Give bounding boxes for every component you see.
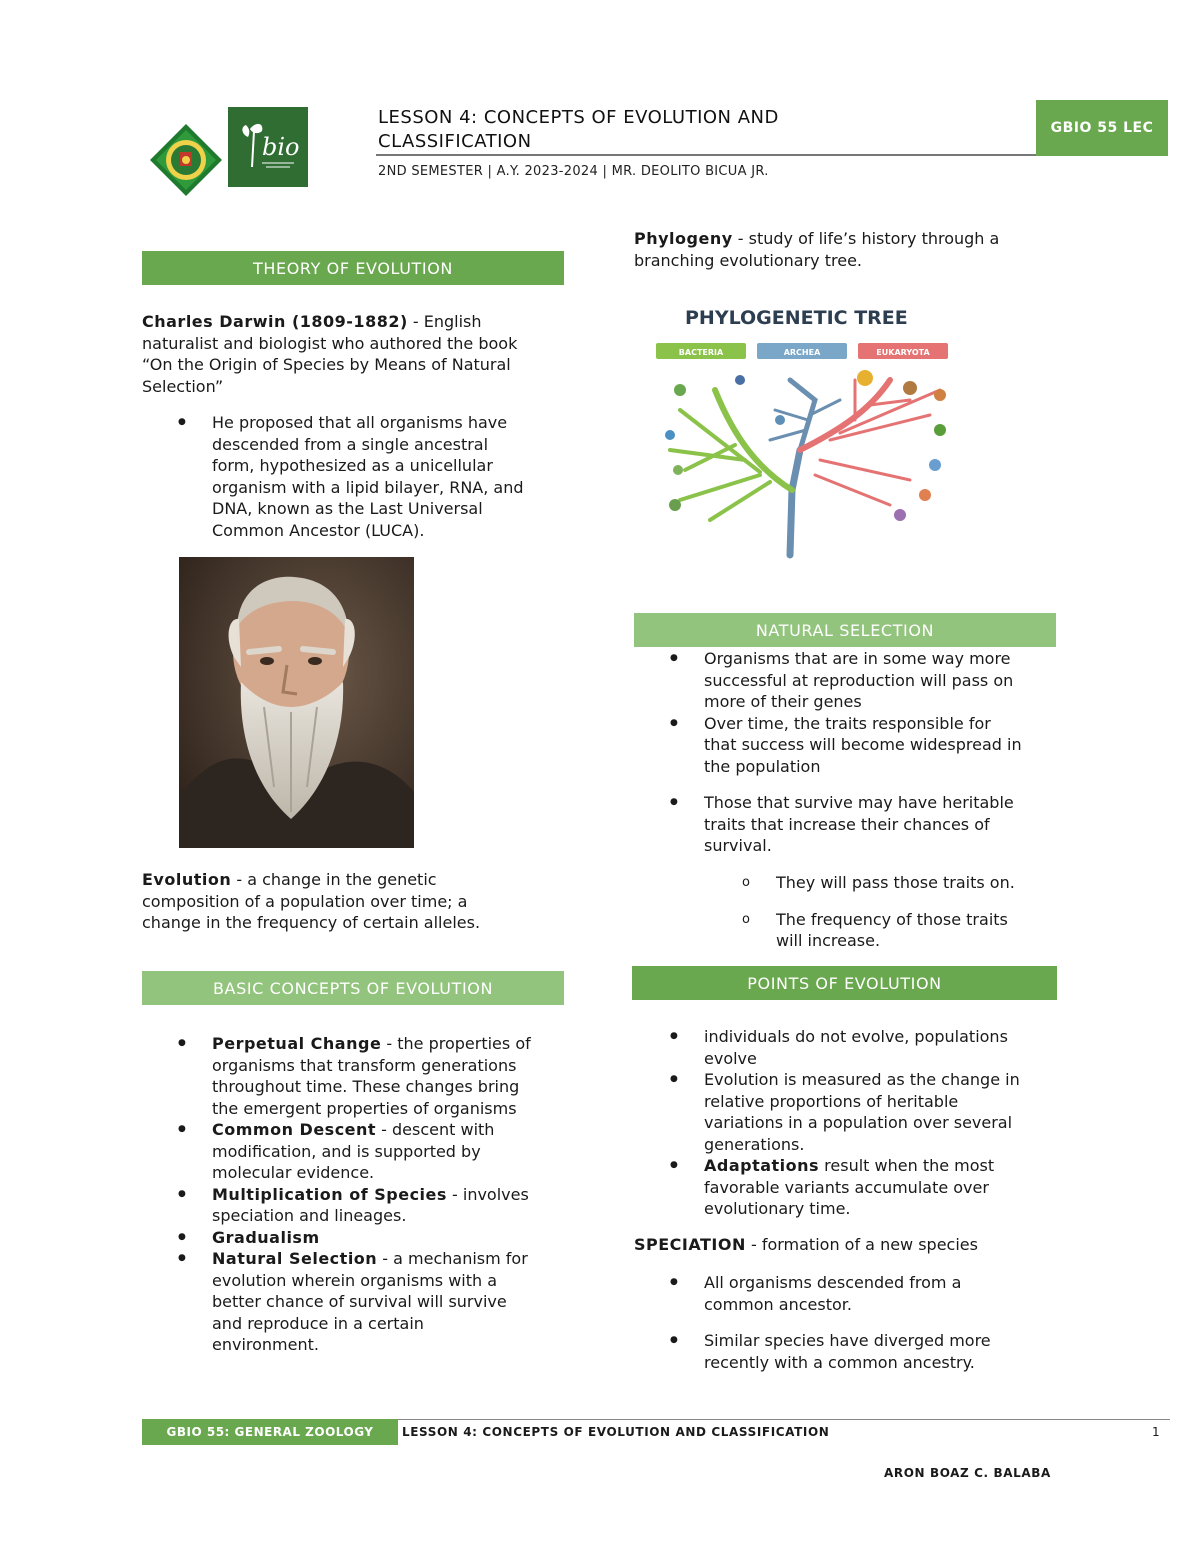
section-heading-basic-concepts: BASIC CONCEPTS OF EVOLUTION bbox=[142, 971, 564, 1005]
text-line: ● Similar species have diverged more bbox=[704, 1331, 991, 1350]
text-line: result when the most bbox=[819, 1156, 995, 1175]
text-line: - the properties of bbox=[381, 1034, 531, 1053]
text-line: generations. bbox=[704, 1134, 805, 1154]
natural-selection-list bbox=[634, 648, 1064, 777]
darwin-portrait-image bbox=[179, 557, 414, 848]
text-line: evolution wherein organisms with a bbox=[212, 1270, 498, 1290]
footer-author: ARON BOAZ C. BALABA bbox=[884, 1466, 1051, 1480]
text-line: environment. bbox=[212, 1335, 319, 1354]
text-line: - descent with bbox=[376, 1120, 495, 1139]
text-line: and reproduce in a certain bbox=[212, 1313, 424, 1333]
text-line: change in the frequency of certain alleles. bbox=[142, 913, 481, 932]
text-line: speciation and lineages. bbox=[212, 1206, 407, 1225]
list-item bbox=[634, 792, 1064, 857]
concept-term: Multiplication of Species bbox=[212, 1184, 447, 1204]
text-line: descended from a single ancestral bbox=[212, 434, 489, 454]
sub-list-item bbox=[634, 872, 1064, 894]
natural-selection-list-2 bbox=[634, 792, 1064, 857]
text-line: common ancestor. bbox=[704, 1294, 852, 1314]
concept-term: Perpetual Change bbox=[212, 1034, 382, 1053]
text-line: successful at reproduction will pass on bbox=[704, 670, 1014, 690]
page-title bbox=[378, 106, 1018, 154]
page-subtitle: 2ND SEMESTER | A.Y. 2023-2024 | MR. DEOLITO BICUA JR. bbox=[378, 164, 769, 179]
concept-term: Gradualism bbox=[212, 1227, 320, 1247]
tree-domain-eukaryota-label: EUKARYOTA bbox=[876, 348, 930, 357]
text-line: o The frequency of those traits bbox=[776, 909, 1008, 929]
list-item bbox=[634, 648, 1064, 713]
text-line: ● Evolution is measured as the change in bbox=[704, 1070, 1020, 1089]
darwin-desc-2: naturalist and biologist who authored the book bbox=[142, 333, 518, 353]
tree-domain-bacteria-label: BACTERIA bbox=[678, 348, 724, 357]
text-line: more of their genes bbox=[704, 692, 862, 711]
text-line: evolve bbox=[704, 1048, 757, 1068]
text-line: organisms that transform generations bbox=[212, 1055, 517, 1075]
text-line: - a change in the genetic bbox=[231, 870, 437, 889]
darwin-desc-3: “On the Origin of Species by Means of Natural bbox=[142, 355, 511, 374]
speciation-list bbox=[634, 1272, 1064, 1373]
text-line: - formation of a new species bbox=[745, 1235, 978, 1254]
list-item bbox=[142, 1119, 572, 1184]
section-heading-natural-selection: NATURAL SELECTION bbox=[634, 613, 1056, 647]
list-item bbox=[634, 1330, 1064, 1373]
text-line: organism with a lipid bilayer, RNA, and bbox=[212, 477, 524, 497]
text-line: recently with a common ancestry. bbox=[704, 1352, 975, 1372]
list-item bbox=[142, 412, 572, 541]
list-item bbox=[634, 1155, 1064, 1220]
course-badge: GBIO 55 LEC bbox=[1036, 100, 1168, 156]
text-line: that success will become widespread in bbox=[704, 735, 1022, 754]
text-line: - study of life’s history through a bbox=[732, 229, 1000, 248]
text-line: ● He proposed that all organisms have bbox=[212, 413, 508, 432]
text-line: modification, and is supported by bbox=[212, 1141, 481, 1161]
darwin-name: Charles Darwin (1809-1882) bbox=[142, 312, 408, 331]
point-term: Adaptations bbox=[704, 1156, 820, 1175]
bio-logo-text: bio bbox=[262, 133, 300, 161]
basic-concepts-list bbox=[142, 1033, 572, 1356]
text-line: branching evolutionary tree. bbox=[634, 250, 862, 270]
text-line: relative proportions of heritable bbox=[704, 1091, 959, 1111]
text-line: Common Ancestor (LUCA). bbox=[212, 520, 425, 540]
phylogeny-definition bbox=[634, 228, 1064, 271]
list-item bbox=[142, 1033, 572, 1119]
sub-list-item bbox=[634, 909, 1064, 952]
page-title-line-1: LESSON 4: CONCEPTS OF EVOLUTION AND bbox=[378, 107, 779, 128]
text-line: the population bbox=[704, 756, 821, 776]
concept-term: Common Descent bbox=[212, 1120, 377, 1139]
page-number: 1 bbox=[1152, 1425, 1160, 1439]
tree-domain-archea-label: ARCHEA bbox=[783, 348, 821, 357]
list-item bbox=[634, 1026, 1064, 1069]
darwin-bullet-list bbox=[142, 412, 572, 541]
text-line: ● All organisms descended from a bbox=[704, 1273, 962, 1292]
darwin-desc-1: - English bbox=[407, 312, 482, 331]
speciation-term: SPECIATION bbox=[634, 1235, 746, 1254]
section-heading-points-of-evolution: POINTS OF EVOLUTION bbox=[632, 966, 1057, 1000]
section-heading-theory: THEORY OF EVOLUTION bbox=[142, 251, 564, 285]
text-line: ● Organisms that are in some way more bbox=[704, 649, 1011, 668]
darwin-desc-4: Selection” bbox=[142, 376, 224, 396]
text-line: form, hypothesized as a unicellular bbox=[212, 456, 493, 475]
page-title-line-2: CLASSIFICATION bbox=[378, 131, 532, 152]
footer-lesson-title: LESSON 4: CONCEPTS OF EVOLUTION AND CLASSIFICATION bbox=[402, 1425, 830, 1439]
footer-divider bbox=[398, 1419, 1170, 1420]
list-item bbox=[634, 1069, 1064, 1155]
speciation-definition bbox=[634, 1234, 1064, 1256]
text-line: composition of a population over time; a bbox=[142, 891, 468, 911]
tree-title: PHYLOGENETIC TREE bbox=[685, 307, 908, 329]
text-line: molecular evidence. bbox=[212, 1163, 375, 1182]
text-line: evolutionary time. bbox=[704, 1199, 851, 1218]
text-line: ● Over time, the traits responsible for bbox=[704, 713, 991, 733]
text-line: o They will pass those traits on. bbox=[776, 873, 1015, 892]
text-line: DNA, known as the Last Universal bbox=[212, 499, 483, 518]
text-line: ● individuals do not evolve, populations bbox=[704, 1027, 1008, 1046]
darwin-paragraph bbox=[142, 311, 572, 397]
footer-course-label: GBIO 55: GENERAL ZOOLOGY bbox=[142, 1419, 398, 1445]
evolution-term: Evolution bbox=[142, 870, 232, 889]
list-item bbox=[634, 1272, 1064, 1315]
list-item bbox=[142, 1248, 572, 1356]
list-item bbox=[634, 713, 1064, 778]
university-seal-logo bbox=[148, 122, 224, 198]
evolution-definition bbox=[142, 869, 572, 934]
phylogenetic-tree-figure bbox=[640, 300, 960, 560]
text-line: - a mechanism for bbox=[377, 1249, 528, 1268]
text-line: ● Those that survive may have heritable bbox=[704, 793, 1014, 812]
text-line: variations in a population over several bbox=[704, 1113, 1013, 1132]
phylogeny-term: Phylogeny bbox=[634, 229, 733, 248]
text-line: favorable variants accumulate over bbox=[704, 1177, 989, 1197]
list-item bbox=[142, 1184, 572, 1227]
natural-selection-sublist bbox=[634, 872, 1064, 952]
concept-term: Natural Selection bbox=[212, 1249, 378, 1268]
text-line: traits that increase their chances of bbox=[704, 814, 990, 834]
text-line: will increase. bbox=[776, 931, 881, 950]
text-line: better chance of survival will survive bbox=[212, 1292, 507, 1311]
list-item bbox=[142, 1227, 572, 1249]
bio-club-logo bbox=[228, 107, 308, 187]
text-line: survival. bbox=[704, 836, 772, 855]
text-line: the emergent properties of organisms bbox=[212, 1098, 517, 1118]
text-line: - involves bbox=[446, 1184, 529, 1204]
points-of-evolution-list bbox=[634, 1026, 1064, 1220]
text-line: throughout time. These changes bring bbox=[212, 1077, 520, 1096]
